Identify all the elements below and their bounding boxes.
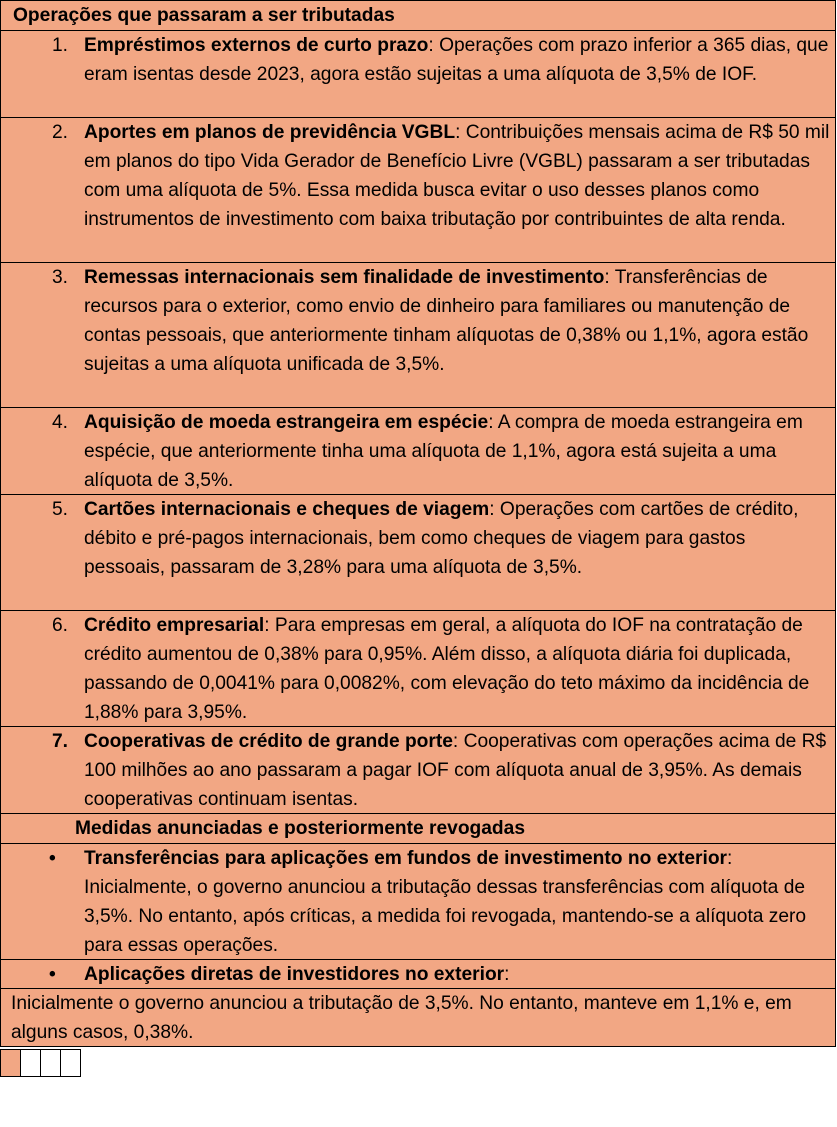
item-number: 6. xyxy=(51,615,68,636)
bullet: • xyxy=(49,964,56,985)
item-text: : Operações com prazo inferior a 365 dias, que eram isentas desde 2023, agora estão sujeitas a uma alíquota de 3,5% de IOF. xyxy=(84,35,829,85)
item-title: Transferências para aplicações em fundos de investimento no exterior xyxy=(84,848,728,869)
list-item xyxy=(1,262,835,407)
item-text: : Contribuições mensais acima de R$ 50 mil em planos do tipo Vida Gerador de Benefício Livre (VGBL) passaram a ser tributadas com uma alíquota de 5%. Essa medida busca evitar o uso desses planos como instrumentos de investimento com baixa tributação por contribuintes de alta renda. xyxy=(84,122,830,230)
section-header-taxed: Operações que passaram a ser tributadas xyxy=(1,0,835,30)
item-number: 4. xyxy=(51,412,68,433)
list-item xyxy=(1,117,835,262)
empty-cell xyxy=(0,1049,21,1077)
list-item xyxy=(1,494,835,610)
empty-cell xyxy=(60,1049,81,1077)
item-title: Aplicações diretas de investidores no exterior xyxy=(84,964,505,985)
list-item xyxy=(1,610,835,726)
item-number: 7. xyxy=(51,731,68,752)
list-item xyxy=(1,959,835,988)
item-text: : Operações com cartões de crédito, débito e pré-pagos internacionais, bem como cheques de viagem para gastos pessoais, passaram de 3,28% para uma alíquota de 3,5%. xyxy=(84,499,799,578)
item-text: : A compra de moeda estrangeira em espécie, que anteriormente tinha uma alíquota de 1,1%, agora está sujeita a uma alíquota de 3,5%. xyxy=(84,412,803,491)
item-text: : Para empresas em geral, a alíquota do IOF na contratação de crédito aumentou de 0,38% para 0,95%. Além disso, a alíquota diária foi duplicada, passando de 0,0041% para 0,0082%, com elevação do teto máximo da incidência de 1,88% para 3,95%. xyxy=(84,615,810,723)
list-item xyxy=(1,843,835,959)
item-title: Empréstimos externos de curto prazo xyxy=(84,35,429,56)
empty-cell xyxy=(20,1049,41,1077)
item-title: Aquisição de moeda estrangeira em espécie xyxy=(84,412,489,433)
list-item xyxy=(1,726,835,813)
item-title: Cooperativas de crédito de grande porte xyxy=(84,731,453,752)
item-number: 2. xyxy=(51,122,68,143)
empty-cell xyxy=(40,1049,61,1077)
item-number: 5. xyxy=(51,499,68,520)
item-number: 1. xyxy=(51,35,68,56)
item-text: : Transferências de recursos para o exterior, como envio de dinheiro para familiares ou manutenção de contas pessoais, que anteriormente tinham alíquotas de 0,38% ou 1,1%, agora estão sujeitas a uma alíquota unificada de 3,5%. xyxy=(84,267,809,375)
item-title: Crédito empresarial xyxy=(84,615,265,636)
item-text: : xyxy=(504,964,510,985)
final-text: Inicialmente o governo anunciou a tributação de 3,5%. No entanto, manteve em 1,1% e, em alguns casos, 0,38%. xyxy=(1,988,835,1047)
item-title: Cartões internacionais e cheques de viagem xyxy=(84,499,490,520)
section-header-revoked: Medidas anunciadas e posteriormente revogadas xyxy=(1,813,835,843)
item-text: : Cooperativas com operações acima de R$ 100 milhões ao ano passaram a pagar IOF com alíquota anual de 3,95%. As demais cooperativas continuam isentas. xyxy=(84,731,827,810)
item-title: Aportes em planos de previdência VGBL xyxy=(84,122,456,143)
item-number: 3. xyxy=(51,267,68,288)
item-text: : Inicialmente, o governo anunciou a tributação dessas transferências com alíquota de 3,5%. No entanto, após críticas, a medida foi revogada, mantendo-se a alíquota zero para essas operações. xyxy=(84,848,807,956)
list-item xyxy=(1,30,835,117)
item-title: Remessas internacionais sem finalidade de investimento xyxy=(84,267,605,288)
empty-cells xyxy=(0,1049,80,1077)
list-item xyxy=(1,407,835,494)
bullet: • xyxy=(49,848,56,869)
